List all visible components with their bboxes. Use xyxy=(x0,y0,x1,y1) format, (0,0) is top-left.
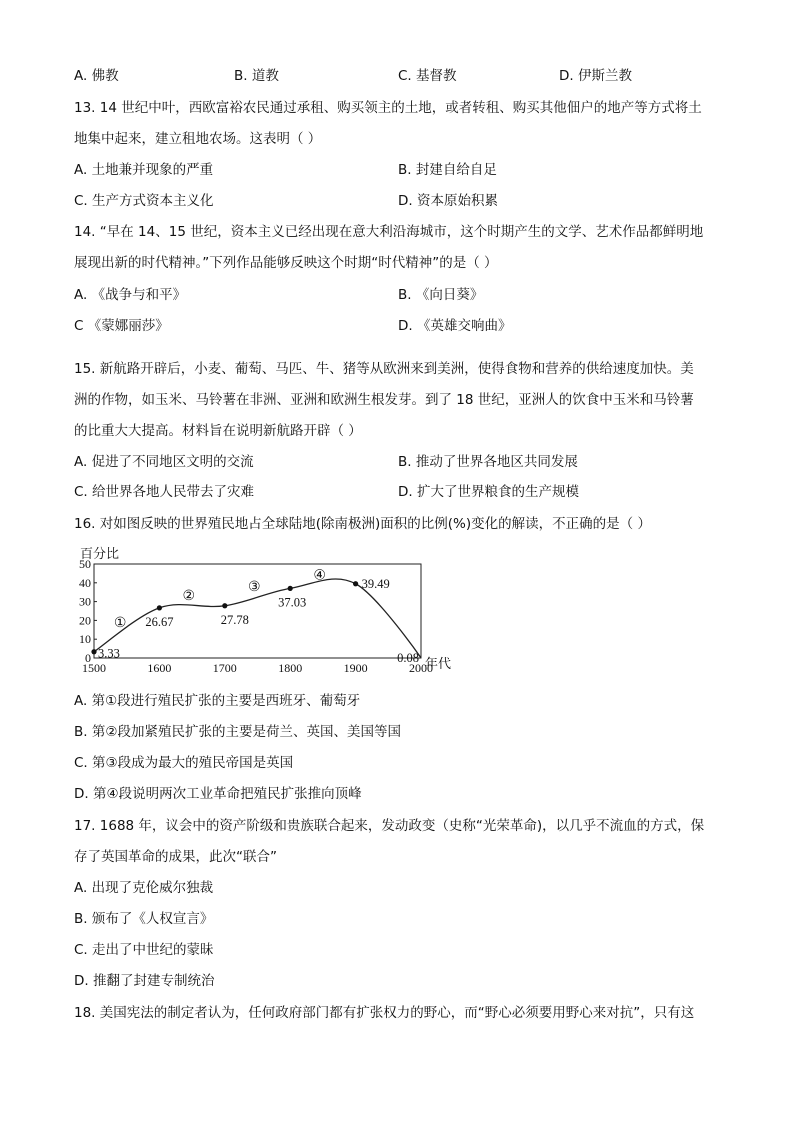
y-tick-label: 10 xyxy=(79,632,91,647)
q16-option-c: C. 第③段成为最大的殖民帝国是英国 xyxy=(74,755,294,771)
q15-stem-line-3: 的比重大大提高。材料旨在说明新航路开辟（ ） xyxy=(74,423,362,439)
q15-option-c: C. 给世界各地人民带去了灾难 xyxy=(74,484,255,500)
q15-stem-line-1: 15. 新航路开辟后，小麦、葡萄、马匹、牛、猪等从欧洲来到美洲，使得食物和营养的供给速度加快。美 xyxy=(74,361,694,377)
q13-option-a: A. 土地兼并现象的严重 xyxy=(74,162,214,178)
q16-option-d: D. 第④段说明两次工业革命把殖民扩张推向顶峰 xyxy=(74,786,362,802)
q12-option-c: C. 基督教 xyxy=(398,68,457,84)
q17-option-d: D. 推翻了封建专制统治 xyxy=(74,973,215,989)
data-label: 26.67 xyxy=(145,614,174,629)
q15-option-b: B. 推动了世界各地区共同发展 xyxy=(398,454,578,470)
y-tick-label: 30 xyxy=(79,594,91,609)
q12-option-a: A. 佛教 xyxy=(74,68,119,84)
q17-option-a: A. 出现了克伦威尔独裁 xyxy=(74,880,214,896)
q15-stem-line-2: 洲的作物，如玉米、马铃薯在非洲、亚洲和欧洲生根发芽。到了 18 世纪，亚洲人的饮食中玉米和马铃薯 xyxy=(74,392,694,408)
q16-option-b: B. 第②段加紧殖民扩张的主要是荷兰、英国、美国等国 xyxy=(74,724,401,740)
x-tick-label: 1700 xyxy=(212,661,237,675)
stage-marker: ④ xyxy=(313,568,326,584)
stage-marker: ① xyxy=(113,616,127,632)
q18-stem-line-1: 18. 美国宪法的制定者认为，任何政府部门都有扩张权力的野心，而“野心必须要用野心来对抗”，只有这 xyxy=(74,1005,695,1021)
q13-stem-line-1: 13. 14 世纪中叶，西欧富裕农民通过承租、购买领主的土地，或者转租、购买其他佃户的地产等方式将土 xyxy=(74,100,702,116)
data-point xyxy=(91,649,96,654)
data-label: 3.33 xyxy=(98,646,120,661)
q14-option-b: B. 《向日葵》 xyxy=(398,287,484,303)
q12-option-b: B. 道教 xyxy=(234,68,279,84)
q15-option-a: A. 促进了不同地区文明的交流 xyxy=(74,454,254,470)
q14-stem-line-2: 展现出新的时代精神。”下列作品能够反映这个时期“时代精神”的是（ ） xyxy=(74,255,498,271)
q16-option-a: A. 第①段进行殖民扩张的主要是西班牙、葡萄牙 xyxy=(74,693,361,709)
q14-option-a: A. 《战争与和平》 xyxy=(74,287,187,303)
x-tick-label: 1900 xyxy=(343,661,368,675)
stage-marker: ③ xyxy=(247,579,261,595)
q13-option-c: C. 生产方式资本主义化 xyxy=(74,193,214,209)
q14-option-c: C 《蒙娜丽莎》 xyxy=(74,318,169,334)
y-tick-label: 50 xyxy=(79,557,91,571)
q17-option-b: B. 颁布了《人权宣言》 xyxy=(74,911,214,927)
data-label: 27.78 xyxy=(220,612,249,627)
q13-option-b: B. 封建自给自足 xyxy=(398,162,497,178)
x-tick-label: 1500 xyxy=(82,661,106,675)
data-label: 0.08 xyxy=(397,650,419,665)
data-point xyxy=(222,603,227,608)
q13-option-d: D. 资本原始积累 xyxy=(398,193,498,209)
q14-stem-line-1: 14. “早在 14、15 世纪，资本主义已经出现在意大利沿海城市，这个时期产生的文学、艺术作品都鲜明地 xyxy=(74,224,704,240)
q17-stem-line-2: 存了英国革命的成果，此次“联合” xyxy=(74,849,277,865)
q17-stem-line-1: 17. 1688 年，议会中的资产阶级和贵族联合起来，发动政变（史称“光荣革命)，以几乎不流血的方式，保 xyxy=(74,818,705,834)
y-tick-label: 20 xyxy=(79,613,91,628)
data-label: 37.03 xyxy=(278,595,307,610)
q12-option-d: D. 伊斯兰教 xyxy=(559,68,632,84)
colony-ratio-chart xyxy=(70,540,470,678)
data-label: 39.49 xyxy=(361,576,390,591)
q16-stem: 16. 对如图反映的世界殖民地占全球陆地(除南极洲)面积的比例(%)变化的解读，不正确的是（ ） xyxy=(74,516,651,532)
q17-option-c: C. 走出了中世纪的蒙昧 xyxy=(74,942,214,958)
data-point xyxy=(157,605,162,610)
q13-stem-line-2: 地集中起来，建立租地农场。这表明（ ） xyxy=(74,131,322,147)
q15-option-d: D. 扩大了世界粮食的生产规模 xyxy=(398,484,579,500)
chart-xlabel: 年代 xyxy=(425,656,452,671)
y-tick-label: 40 xyxy=(79,575,91,590)
chart-ylabel: 百分比 xyxy=(80,546,120,561)
x-tick-label: 1800 xyxy=(278,661,303,675)
x-tick-label: 2000 xyxy=(409,661,433,675)
y-tick-label: 0 xyxy=(85,651,91,665)
data-point xyxy=(353,581,358,586)
x-tick-label: 1600 xyxy=(147,661,172,675)
data-point xyxy=(288,586,293,591)
stage-marker: ② xyxy=(182,588,196,604)
q14-option-d: D. 《英雄交响曲》 xyxy=(398,318,512,334)
